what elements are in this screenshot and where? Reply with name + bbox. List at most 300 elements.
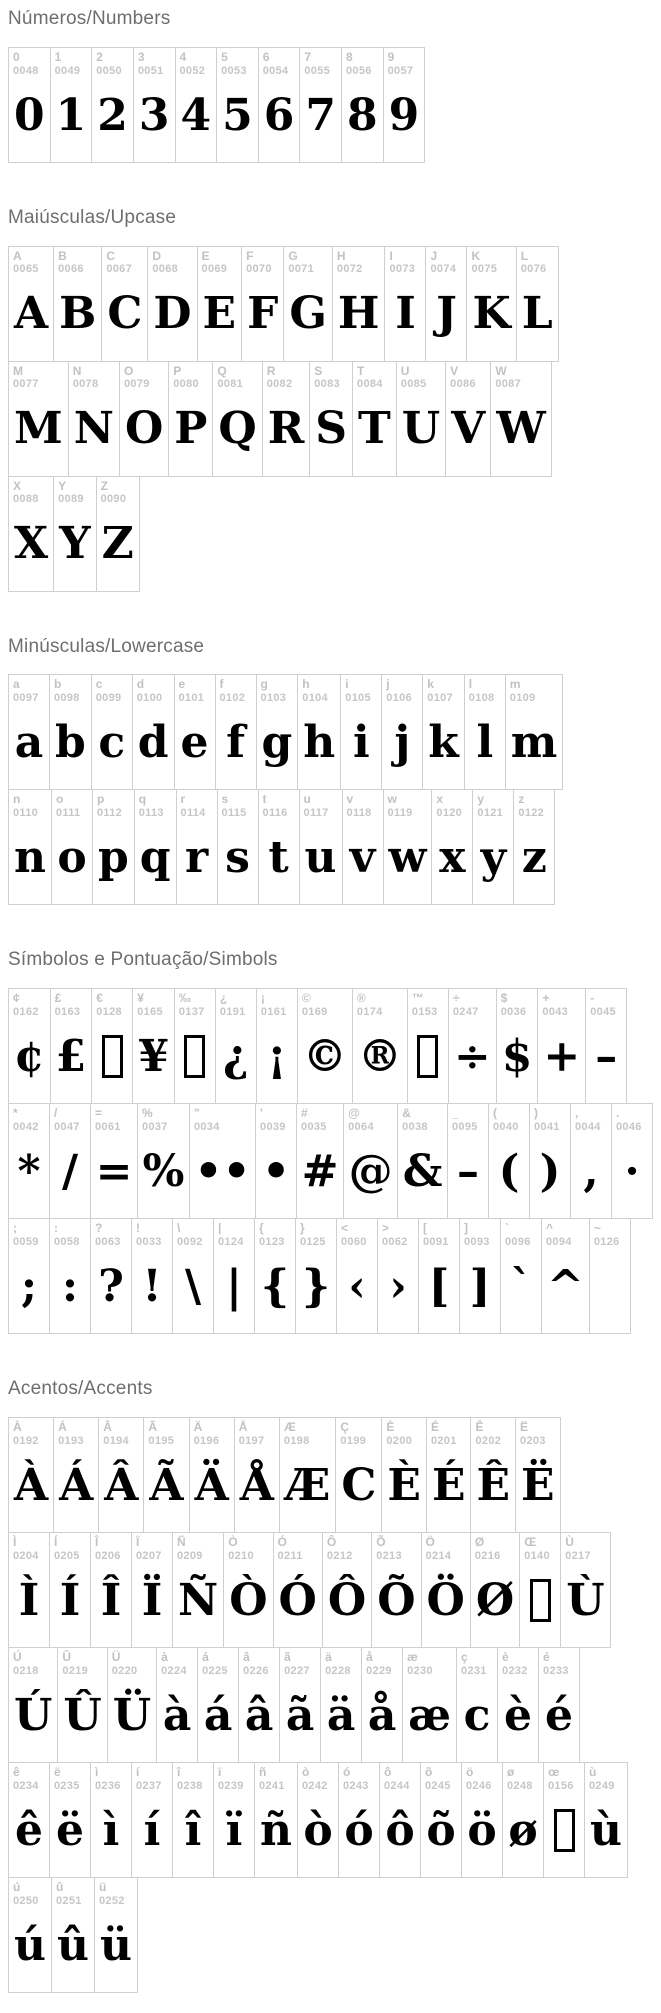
glyph-cell: [371, 1532, 421, 1648]
glyph-preview: ä: [326, 1689, 356, 1741]
glyph-preview: ,: [583, 1145, 599, 1197]
glyph-unicode-code: 0226: [243, 1664, 269, 1677]
glyph-char-label: ]: [464, 1221, 468, 1236]
glyph-unicode-code: 0108: [468, 692, 495, 705]
glyph-preview-area: [157, 1677, 197, 1762]
glyph-char-label: æ: [407, 1649, 418, 1664]
glyph-cell-labels: [51, 989, 92, 1018]
glyph-preview-area: [382, 1447, 426, 1532]
glyph-cell: [8, 1647, 58, 1763]
glyph-cell-labels: [95, 1878, 137, 1907]
glyph-preview: +: [543, 1030, 581, 1082]
glyph-cell: [425, 246, 467, 362]
glyph-preview: ü: [100, 1919, 132, 1971]
glyph-unicode-code: 0217: [565, 1549, 591, 1562]
glyph-cell: [238, 1647, 280, 1763]
glyph-preview: Ø: [475, 1574, 515, 1626]
glyph-cell-labels: [457, 1648, 497, 1677]
glyph-cell: [459, 1218, 501, 1334]
glyph-preview-area: [298, 705, 340, 790]
glyph-char-label: Ø: [474, 1534, 485, 1549]
glyph-cell-labels: [384, 48, 425, 77]
glyph-preview: P: [174, 403, 208, 455]
glyph-preview: á: [203, 1689, 233, 1741]
glyph-preview: N: [73, 403, 114, 455]
glyph-char-label: V: [450, 363, 459, 378]
glyph-char-label: [: [423, 1221, 427, 1236]
glyph-char-label: ã: [284, 1649, 291, 1664]
glyph-preview: g: [261, 717, 293, 769]
glyph-preview-area: [300, 77, 341, 162]
glyph-char-label: È: [386, 1419, 395, 1434]
glyph-preview-area: [491, 391, 550, 476]
glyph-cell-labels: [224, 1533, 272, 1562]
glyph-unicode-code: 0216: [474, 1549, 501, 1562]
glyph-preview-area: [398, 1134, 447, 1219]
glyph-cell: [461, 1762, 503, 1878]
glyph-char-label: ó: [343, 1764, 351, 1779]
glyph-cell: [456, 1647, 498, 1763]
glyph-preview: `: [510, 1260, 532, 1312]
glyph-char-label: &: [402, 1106, 411, 1121]
glyph-unicode-code: 0194: [103, 1434, 129, 1447]
glyph-unicode-code: 0212: [326, 1549, 353, 1562]
glyph-unicode-code: 0225: [202, 1664, 228, 1677]
glyph-char-label: £: [54, 991, 62, 1006]
glyph-char-label: }: [300, 1221, 305, 1236]
glyph-unicode-code: 0247: [452, 1005, 479, 1018]
glyph-char-label: É: [430, 1419, 439, 1434]
glyph-unicode-code: 0163: [54, 1005, 81, 1018]
glyph-preview: ¿: [222, 1030, 249, 1082]
glyph-unicode-code: 0245: [425, 1779, 451, 1792]
glyph-cell-labels: [54, 477, 95, 506]
glyph-cell: [570, 1103, 612, 1219]
glyph-cell-labels: [465, 675, 505, 704]
glyph-preview: X: [14, 518, 49, 570]
glyph-cell: [426, 1417, 472, 1533]
glyph-cell: [519, 1532, 561, 1648]
glyph-cell-labels: [498, 1648, 538, 1677]
glyph-cell: [212, 361, 262, 477]
glyph-char-label: À: [13, 1419, 22, 1434]
glyph-cell: [320, 1647, 362, 1763]
glyph-preview-area: [297, 1134, 343, 1219]
glyph-char-label: Ì: [13, 1534, 17, 1549]
glyph-char-label: c: [95, 677, 103, 692]
glyph-char-label: -: [590, 991, 595, 1006]
glyph-preview-area: [530, 1134, 570, 1219]
glyph-preview: î: [184, 1804, 202, 1856]
glyph-unicode-code: 0198: [283, 1434, 310, 1447]
glyph-unicode-code: 0068: [152, 263, 179, 276]
glyph-preview-area: [503, 1792, 543, 1877]
glyph-cell-labels: [133, 675, 174, 704]
glyph-char-label: á: [202, 1649, 209, 1664]
glyph-preview: D: [153, 288, 192, 340]
glyph-preview-area: [427, 1447, 471, 1532]
glyph-char-label: Ò: [228, 1534, 238, 1549]
glyph-preview-area: [95, 1907, 137, 1992]
glyph-preview: É: [431, 1459, 466, 1511]
glyph-cell: [147, 246, 197, 362]
glyph-unicode-code: 0125: [300, 1235, 326, 1248]
glyph-cell-labels: [92, 48, 133, 77]
glyph-preview-area: [426, 276, 466, 361]
glyph-unicode-code: 0063: [95, 1235, 121, 1248]
glyph-cell-labels: [138, 1104, 189, 1133]
glyph-char-label: ¢: [13, 991, 20, 1006]
glyph-preview: Õ: [377, 1574, 416, 1626]
glyph-char-label: T: [357, 363, 365, 378]
glyph-char-label: v: [346, 792, 354, 807]
glyph-cell: [297, 1762, 339, 1878]
glyph-unicode-code: 0049: [54, 64, 81, 77]
glyph-cell-labels: [235, 1418, 279, 1447]
glyph-preview: Ù: [566, 1574, 605, 1626]
glyph-cell: [223, 1532, 273, 1648]
glyph-char-label: k: [427, 677, 434, 692]
glyph-preview: ö: [467, 1804, 497, 1856]
glyph-unicode-code: 0051: [137, 64, 164, 77]
glyph-char-label: 4: [179, 49, 187, 64]
glyph-cell-labels: [372, 1533, 420, 1562]
glyph-char-label: Á: [58, 1419, 67, 1434]
glyph-char-label: í: [136, 1764, 140, 1779]
glyph-unicode-code: 0059: [13, 1235, 39, 1248]
glyph-preview-area: [590, 1249, 630, 1334]
glyph-preview: r: [184, 832, 209, 884]
glyph-unicode-code: 0244: [384, 1779, 410, 1792]
glyph-cell: [68, 361, 120, 477]
glyph-cell-labels: [216, 989, 256, 1018]
glyph-cell: [338, 1762, 380, 1878]
glyph-unicode-code: 0230: [407, 1664, 433, 1677]
glyph-preview: I: [395, 288, 416, 340]
glyph-char-label: 0: [13, 49, 20, 64]
glyph-cell-labels: [132, 1763, 172, 1792]
glyph-preview-area: [544, 1792, 584, 1877]
glyph-cell: [57, 1647, 107, 1763]
glyph-preview-area: [460, 1249, 500, 1334]
glyph-cell: [279, 1647, 321, 1763]
glyph-cell: [379, 1762, 421, 1878]
glyph-preview: q: [139, 832, 171, 884]
glyph-preview-area: [214, 1249, 254, 1334]
glyph-preview: y: [480, 832, 507, 884]
glyph-unicode-code: 0054: [262, 64, 289, 77]
glyph-unicode-code: 0128: [96, 1005, 122, 1018]
glyph-unicode-code: 0201: [430, 1434, 457, 1447]
glyph-row: [8, 1417, 653, 1533]
glyph-unicode-code: 0065: [13, 263, 39, 276]
glyph-char-label: +: [542, 991, 550, 1006]
glyph-cell: [336, 1218, 378, 1334]
glyph-unicode-code: 0084: [357, 378, 383, 391]
glyph-char-label: D: [152, 248, 162, 263]
glyph-preview: ·: [624, 1145, 640, 1197]
glyph-preview: h: [303, 717, 336, 769]
glyph-unicode-code: 0052: [179, 64, 206, 77]
glyph-char-label: 2: [96, 49, 103, 64]
glyph-cell: [8, 988, 51, 1104]
glyph-preview-area: [91, 1134, 137, 1219]
glyph-cell-labels: [501, 1219, 541, 1248]
glyph-cell-labels: [108, 1648, 156, 1677]
glyph-preview-area: [296, 1249, 336, 1334]
glyph-preview-area: [263, 391, 310, 476]
glyph-unicode-code: 0113: [138, 807, 164, 820]
glyph-unicode-code: 0242: [302, 1779, 328, 1792]
glyph-char-label: Æ: [283, 1419, 296, 1434]
glyph-cell-labels: [353, 989, 407, 1018]
glyph-preview-area: [517, 276, 558, 361]
glyph-cell: [189, 1103, 256, 1219]
glyph-unicode-code: 0248: [507, 1779, 533, 1792]
glyph-preview: 2: [97, 89, 128, 141]
glyph-unicode-code: 0165: [137, 1005, 163, 1018]
glyph-preview: ú: [14, 1919, 46, 1971]
glyph-preview: å: [367, 1689, 397, 1741]
glyph-cell-labels: [385, 247, 425, 276]
glyph-char-label: u: [303, 792, 311, 807]
glyph-cell-labels: [544, 1763, 584, 1792]
glyph-preview-area: [9, 77, 50, 162]
glyph-preview-area: [300, 820, 342, 905]
glyph-preview-area: [421, 1792, 461, 1877]
glyph-unicode-code: 0070: [246, 263, 272, 276]
glyph-preview-area: [132, 1792, 172, 1877]
glyph-cell: [611, 1103, 653, 1219]
glyph-char-label: œ: [548, 1764, 560, 1779]
glyph-cell: [541, 1218, 590, 1334]
glyph-cell: [197, 246, 243, 362]
glyph-preview-area: [333, 276, 385, 361]
glyph-unicode-code: 0174: [356, 1005, 383, 1018]
glyph-preview-area: [489, 1134, 529, 1219]
glyph-char-label: è: [502, 1649, 509, 1664]
glyph-cell: [234, 1417, 280, 1533]
glyph-preview: 6: [263, 89, 295, 141]
glyph-preview-area: [54, 276, 101, 361]
glyph-preview: :: [61, 1260, 79, 1312]
glyph-cell: [90, 1103, 138, 1219]
glyph-char-label: 3: [137, 49, 145, 64]
glyph-preview: Ó: [278, 1574, 317, 1626]
glyph-preview: c: [98, 717, 126, 769]
glyph-preview-area: [571, 1134, 611, 1219]
glyph-preview-area: [448, 1134, 488, 1219]
glyph-preview: ?: [98, 1260, 124, 1312]
glyph-unicode-code: 0224: [161, 1664, 187, 1677]
glyph-cell: [295, 1218, 337, 1334]
glyph-cell-labels: [362, 1648, 402, 1677]
glyph-cell: [96, 476, 140, 592]
glyph-preview: Í: [59, 1574, 81, 1626]
glyph-preview: Z: [101, 518, 134, 570]
glyph-cell: [585, 988, 627, 1104]
glyph-preview: m: [510, 717, 558, 769]
glyph-cell: [98, 1417, 144, 1533]
glyph-char-label: P: [173, 363, 182, 378]
glyph-cell: [156, 1647, 198, 1763]
glyph-cell-labels: [198, 247, 242, 276]
glyph-char-label: !: [136, 1221, 140, 1236]
glyph-preview: Ä: [194, 1459, 229, 1511]
glyph-cell-labels: [54, 247, 101, 276]
glyph-char-label: j: [386, 677, 390, 692]
glyph-preview: n: [14, 832, 46, 884]
glyph-unicode-code: 0096: [505, 1235, 531, 1248]
glyph-char-label: ú: [13, 1879, 21, 1894]
glyph-cell-labels: [344, 1104, 397, 1133]
glyph-cell: [255, 1103, 297, 1219]
glyph-unicode-code: 0236: [95, 1779, 121, 1792]
glyph-preview-area: [408, 1019, 448, 1104]
glyph-unicode-code: 0104: [302, 692, 328, 705]
glyph-preview-area: [148, 276, 196, 361]
glyph-unicode-code: 0062: [382, 1235, 408, 1248]
glyph-cell-labels: [9, 477, 53, 506]
glyph-cell-labels: [135, 790, 176, 819]
glyph-preview-area: [58, 1677, 106, 1762]
glyph-preview-area: [50, 1134, 90, 1219]
glyph-preview-area: [385, 276, 425, 361]
glyph-char-label: Î: [95, 1534, 99, 1549]
glyph-preview: V: [451, 403, 486, 455]
glyph-preview-area: [257, 1019, 297, 1104]
glyph-char-label: Q: [217, 363, 227, 378]
glyph-cell-labels: [239, 1648, 279, 1677]
glyph-cell: [470, 1532, 520, 1648]
glyph-unicode-code: 0072: [336, 263, 363, 276]
glyph-cell: [384, 246, 426, 362]
glyph-preview-area: [255, 1792, 297, 1877]
glyph-preview: ¥: [138, 1030, 169, 1082]
glyph-cell-labels: [398, 1104, 447, 1133]
glyph-char-label: ê: [13, 1764, 20, 1779]
glyph-unicode-code: 0114: [180, 807, 206, 820]
glyph-preview-area: [214, 1792, 254, 1877]
glyph-cell: [174, 674, 216, 790]
glyph-char-label: ®: [356, 991, 366, 1006]
glyph-preview-area: [457, 1677, 497, 1762]
glyph-cell-labels: [506, 675, 563, 704]
glyph-unicode-code: 0035: [301, 1120, 327, 1133]
glyph-char-label: Õ: [376, 1534, 386, 1549]
glyph-unicode-code: 0202: [475, 1434, 502, 1447]
glyph-char-label: s: [221, 792, 229, 807]
glyph-char-label: S: [314, 363, 323, 378]
glyph-cell-labels: [69, 362, 119, 391]
glyph-char-label: K: [471, 248, 481, 263]
glyph-cell: [8, 47, 51, 163]
glyph-unicode-code: 0057: [387, 64, 414, 77]
glyph-preview-area: [51, 77, 92, 162]
glyph-preview: /: [61, 1145, 79, 1197]
glyph-unicode-code: 0207: [136, 1549, 162, 1562]
glyph-preview-area: [9, 391, 68, 476]
glyph-preview: M: [14, 403, 63, 455]
glyph-cell: [584, 1762, 628, 1878]
glyph-char-label: ï: [218, 1764, 222, 1779]
glyph-preview: L: [521, 288, 553, 340]
glyph-preview: |: [225, 1260, 242, 1312]
glyph-unicode-code: 0124: [218, 1235, 244, 1248]
glyph-preview: s: [225, 832, 250, 884]
glyph-cell: [91, 47, 134, 163]
glyph-char-label: Ú: [13, 1649, 22, 1664]
glyph-preview: #: [301, 1145, 339, 1197]
glyph-char-label: ù: [589, 1764, 597, 1779]
glyph-char-label: 5: [221, 49, 228, 64]
glyph-preview: t: [268, 832, 289, 884]
glyph-cell: [397, 1103, 448, 1219]
glyph-cell: [131, 1532, 173, 1648]
glyph-preview: ‹: [348, 1260, 366, 1312]
glyph-preview-area: [190, 1134, 255, 1219]
glyph-preview-area: [384, 77, 425, 162]
glyph-unicode-code: 0137: [178, 1005, 205, 1018]
glyph-unicode-code: 0069: [201, 263, 228, 276]
glyph-preview: ì: [102, 1804, 120, 1856]
glyph-preview-area: [92, 705, 132, 790]
glyph-cell: [502, 1762, 544, 1878]
glyph-char-label: n: [13, 792, 21, 807]
glyph-preview-area: [353, 1019, 407, 1104]
glyph-unicode-code: 0107: [427, 692, 453, 705]
glyph-cell-labels: [422, 1533, 470, 1562]
glyph-cell: [49, 1103, 91, 1219]
glyph-cell-labels: [9, 790, 51, 819]
glyph-unicode-code: 0193: [58, 1434, 84, 1447]
glyph-cell: [132, 988, 175, 1104]
glyph-preview: 7: [305, 89, 336, 141]
glyph-cell-labels: [590, 1219, 630, 1248]
glyph-preview: •: [261, 1145, 291, 1197]
glyph-preview-area: [52, 820, 92, 905]
glyph-preview: 4: [180, 89, 212, 141]
glyph-char-label: y: [477, 792, 485, 807]
glyph-preview-area: [403, 1677, 456, 1762]
glyph-cell: [254, 1218, 296, 1334]
glyph-cell: [407, 988, 449, 1104]
glyph-preview-area: [9, 1019, 50, 1104]
glyph-char-label: Ê: [475, 1419, 484, 1434]
glyph-cell: [273, 1532, 323, 1648]
glyph-preview-area: [284, 276, 332, 361]
glyph-cell: [322, 1532, 372, 1648]
glyph-cell-labels: [9, 1648, 57, 1677]
glyph-preview: o: [57, 832, 87, 884]
glyph-unicode-code: 0092: [177, 1235, 203, 1248]
glyph-preview: 3: [138, 89, 170, 141]
glyph-preview-area: [506, 705, 563, 790]
glyph-cell-labels: [198, 1648, 238, 1677]
glyph-unicode-code: 0110: [13, 807, 39, 820]
glyph-preview: i: [352, 717, 370, 769]
glyph-cell: [383, 789, 433, 905]
glyph-preview: À: [14, 1459, 49, 1511]
glyph-cell-labels: [257, 989, 297, 1018]
glyph-cell: [296, 1103, 344, 1219]
glyph-cell-labels: [336, 1418, 381, 1447]
glyph-cell: [505, 674, 564, 790]
glyph-cell: [217, 789, 259, 905]
glyph-preview: Ë: [521, 1459, 555, 1511]
glyph-char-label: ö: [466, 1764, 474, 1779]
glyph-preview: Ï: [141, 1574, 163, 1626]
